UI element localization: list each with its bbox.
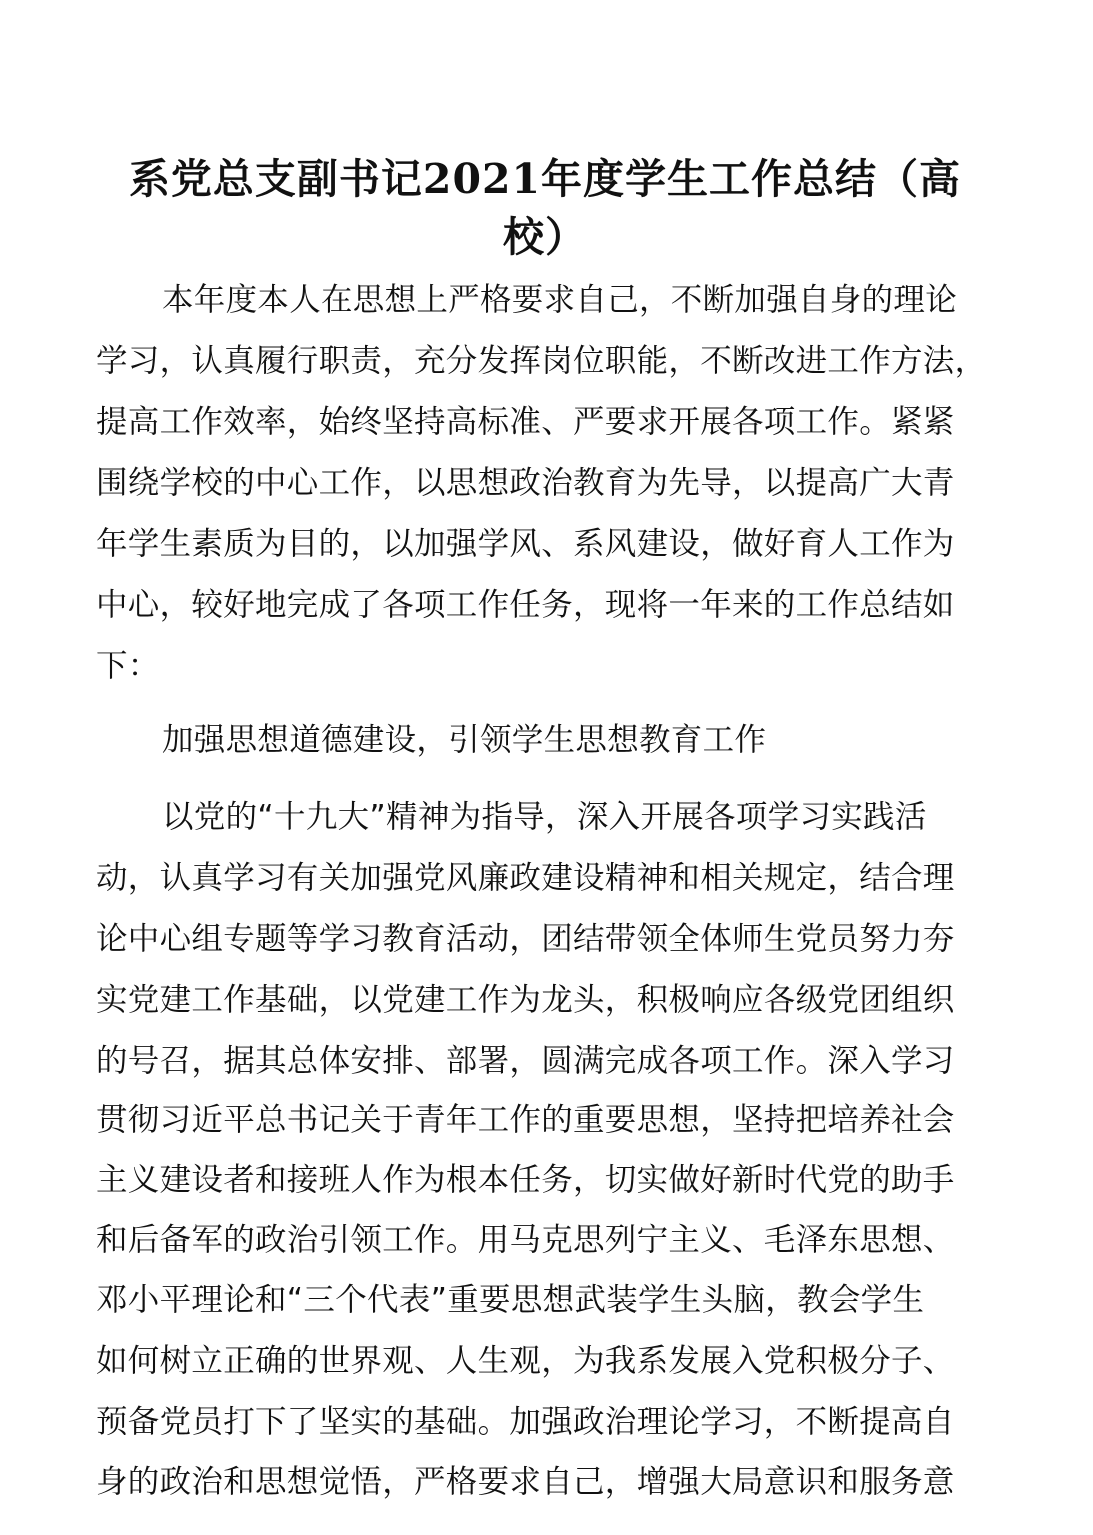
paragraph-line: 以党的“十九大”精神为指导，深入开展各项学习实践活 bbox=[162, 799, 927, 835]
paragraph-line: 的号召，据其总体安排、部署，圆满完成各项工作。深入学习 bbox=[96, 1043, 955, 1079]
document-title-line-2: 校） bbox=[503, 213, 587, 261]
paragraph-line: 贯彻习近平总书记关于青年工作的重要思想，坚持把培养社会 bbox=[96, 1102, 955, 1138]
paragraph-line: 主义建设者和接班人作为根本任务，切实做好新时代党的助手 bbox=[96, 1162, 955, 1198]
paragraph-line: 邓小平理论和“三个代表”重要思想武装学生头脑，教会学生 bbox=[96, 1282, 925, 1318]
paragraph-line: 围绕学校的中心工作，以思想政治教育为先导，以提高广大青 bbox=[96, 465, 955, 501]
section-heading: 加强思想道德建设，引领学生思想教育工作 bbox=[162, 722, 767, 758]
paragraph-line: 本年度本人在思想上严格要求自己，不断加强自身的理论 bbox=[162, 282, 958, 318]
paragraph-line: 提高工作效率，始终坚持高标准、严要求开展各项工作。紧紧 bbox=[96, 404, 955, 440]
paragraph-line: 和后备军的政治引领工作。用马克思列宁主义、毛泽东思想、 bbox=[96, 1222, 955, 1258]
paragraph-line: 如何树立正确的世界观、人生观，为我系发展入党积极分子、 bbox=[96, 1343, 955, 1379]
paragraph-line: 学习，认真履行职责，充分发挥岗位职能，不断改进工作方法， bbox=[96, 343, 987, 379]
paragraph-line: 中心，较好地完成了各项工作任务，现将一年来的工作总结如 bbox=[96, 587, 955, 623]
paragraph-line: 下： bbox=[96, 648, 160, 684]
paragraph-line: 年学生素质为目的，以加强学风、系风建设，做好育人工作为 bbox=[96, 526, 955, 562]
paragraph-line: 身的政治和思想觉悟，严格要求自己，增强大局意识和服务意 bbox=[96, 1464, 955, 1500]
paragraph-line: 论中心组专题等学习教育活动，团结带领全体师生党员努力夯 bbox=[96, 921, 955, 957]
paragraph-line: 实党建工作基础，以党建工作为龙头，积极响应各级党团组织 bbox=[96, 982, 955, 1018]
paragraph-line: 预备党员打下了坚实的基础。加强政治理论学习，不断提高自 bbox=[96, 1404, 955, 1440]
document-title-line-1: 系党总支副书记2021年度学生工作总结（高 bbox=[128, 155, 962, 203]
paragraph-line: 动，认真学习有关加强党风廉政建设精神和相关规定，结合理 bbox=[96, 860, 955, 896]
